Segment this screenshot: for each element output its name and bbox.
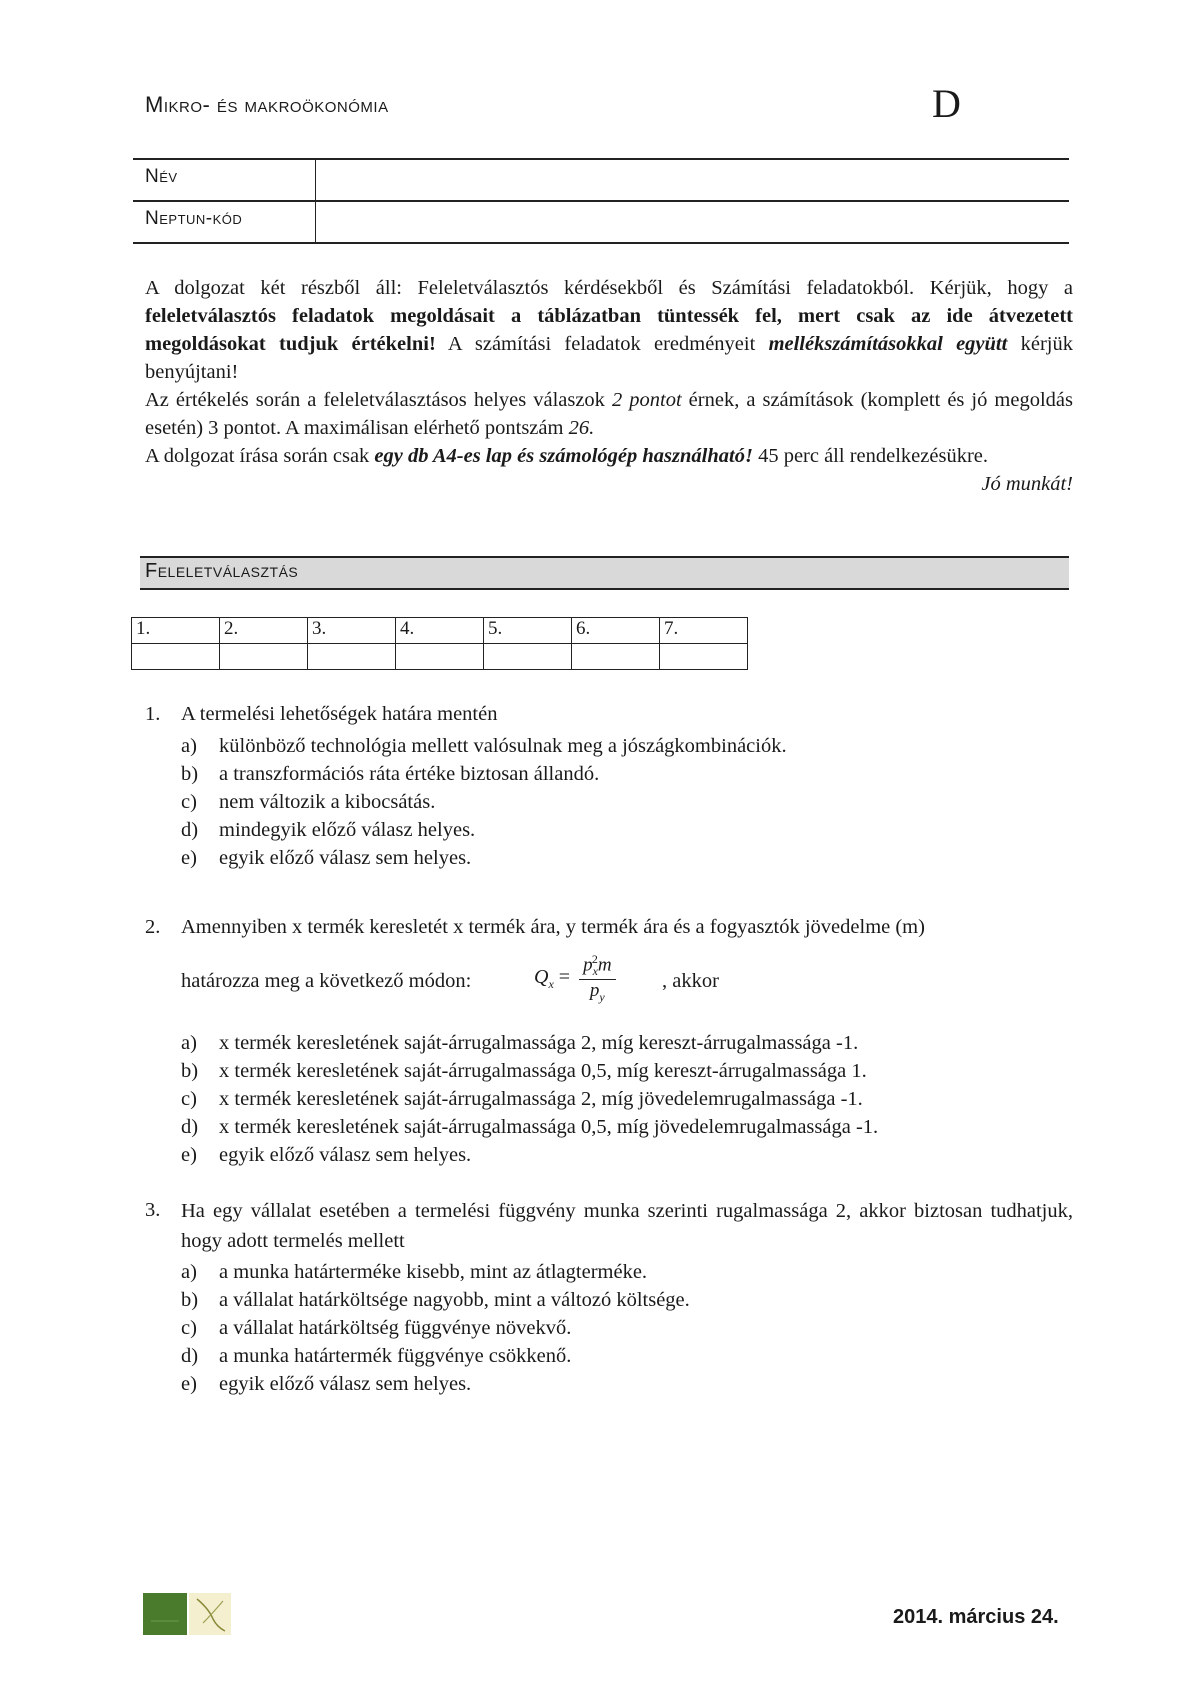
answer-cell-2[interactable]: [220, 644, 308, 670]
answer-header-2: 2.: [220, 618, 308, 644]
answer-header-1: 1.: [132, 618, 220, 644]
option-e: e) egyik előző válasz sem helyes.: [181, 1373, 472, 1395]
formula-numerator: $p_x^2m$: [579, 952, 616, 980]
instructions-paragraph-1: A dolgozat két részből áll: Feleletválasztós kérdésekből és Számítási feladatokból. Kérjük, hogy a feleletválasztós feladatok megoldásait a táblázatban tüntessék fel, mert csak az ide átvezetett megoldásokat tudjuk értékelni! A számítási feladatok eredményeit mellékszámításokkal együtt kérjük benyújtani!: [145, 277, 1073, 383]
question-text-tail: , akkor: [662, 970, 719, 992]
question-text-continued: határozza meg a következő módon:: [181, 970, 472, 992]
name-label: Név: [145, 166, 178, 187]
question-text: Ha egy vállalat esetében a termelési függvény munka szerinti rugalmassága 2, akkor biztosan tudhatjuk, hogy adott termelés mellett: [181, 1200, 1073, 1252]
option-b: b) a vállalat határköltsége nagyobb, mint a változó költsége.: [181, 1289, 690, 1311]
formula-denominator: $p_y$: [589, 980, 605, 1004]
answer-table: [131, 617, 748, 670]
option-b: b) a transzformációs ráta értéke biztosan állandó.: [181, 763, 600, 785]
closing-note: Jó munkát!: [981, 473, 1073, 495]
option-a: a) a munka határterméke kisebb, mint az átlagterméke.: [181, 1261, 648, 1283]
section-title: Feleletválasztás: [145, 560, 299, 582]
question-text: A termelési lehetőségek határa mentén: [181, 703, 498, 725]
instructions-paragraph-3: A dolgozat írása során csak egy db A4-es lap és számológép használható! 45 perc áll rendelkezésükre.: [145, 445, 988, 467]
id-table-bottom-line: [133, 242, 1069, 244]
answer-cell-6[interactable]: [572, 644, 660, 670]
answer-header-7: 7.: [660, 618, 748, 644]
answer-cell-7[interactable]: [660, 644, 748, 670]
option-a: a) különböző technológia mellett valósulnak meg a jószágkombinációk.: [181, 735, 787, 757]
neptun-label: Neptun-kód: [145, 208, 243, 229]
answer-header-5: 5.: [484, 618, 572, 644]
answer-cell-4[interactable]: [396, 644, 484, 670]
option-b: b) x termék keresletének saját-árrugalmassága 0,5, míg kereszt-árrugalmassága 1.: [181, 1060, 867, 1082]
question-number: 2.: [145, 916, 161, 938]
question-text: Amennyiben x termék keresletét x termék ára, y termék ára és a fogyasztók jövedelme (m): [181, 916, 925, 938]
answer-cell-3[interactable]: [308, 644, 396, 670]
instructions-paragraph-2: Az értékelés során a feleletválasztásos helyes válaszok 2 pontot érnek, a számítások (komplett és jó megoldás esetén) 3 pontot. A maximálisan elérhető pontszám 26.: [145, 389, 1073, 439]
option-a: a) x termék keresletének saját-árrugalmassága 2, míg kereszt-árrugalmassága -1.: [181, 1032, 859, 1054]
id-table-divider: [315, 158, 316, 243]
formula-fraction: [579, 952, 616, 1005]
option-d: d) a munka határtermék függvénye csökkenő.: [181, 1345, 572, 1367]
formula-lhs: $Q_x$: [534, 966, 554, 992]
option-c: c) nem változik a kibocsátás.: [181, 791, 436, 813]
university-logo: [143, 1593, 231, 1635]
question-3: [145, 1196, 1073, 1395]
option-e: e) egyik előző válasz sem helyes.: [181, 847, 472, 869]
name-field[interactable]: [318, 160, 1068, 199]
question-number: 3.: [145, 1199, 161, 1221]
option-e: e) egyik előző válasz sem helyes.: [181, 1144, 472, 1166]
option-d: d) x termék keresletének saját-árrugalmassága 0,5, míg jövedelemrugalmassága -1.: [181, 1116, 879, 1138]
exam-date: 2014. március 24.: [893, 1606, 1059, 1628]
answer-header-6: 6.: [572, 618, 660, 644]
demand-formula: $Q_x$ = $\frac{p_x^2m}{p_y}$: [534, 952, 620, 1005]
option-d: d) mindegyik előző válasz helyes.: [181, 819, 476, 841]
exam-version: D: [932, 81, 961, 126]
answer-cell-1[interactable]: [132, 644, 220, 670]
answer-header-3: 3.: [308, 618, 396, 644]
instructions: [145, 274, 1073, 498]
document-title: Mikro- és makroökonómia: [145, 92, 389, 117]
answer-cell-5[interactable]: [484, 644, 572, 670]
logo-green-square: [143, 1593, 187, 1635]
question-number: 1.: [145, 703, 161, 725]
answer-header-4: 4.: [396, 618, 484, 644]
neptun-field[interactable]: [318, 202, 1068, 241]
option-c: c) a vállalat határköltség függvénye növekvő.: [181, 1317, 572, 1339]
option-c: c) x termék keresletének saját-árrugalmassága 2, míg jövedelemrugalmassága -1.: [181, 1088, 863, 1110]
question-1: [145, 700, 1073, 869]
